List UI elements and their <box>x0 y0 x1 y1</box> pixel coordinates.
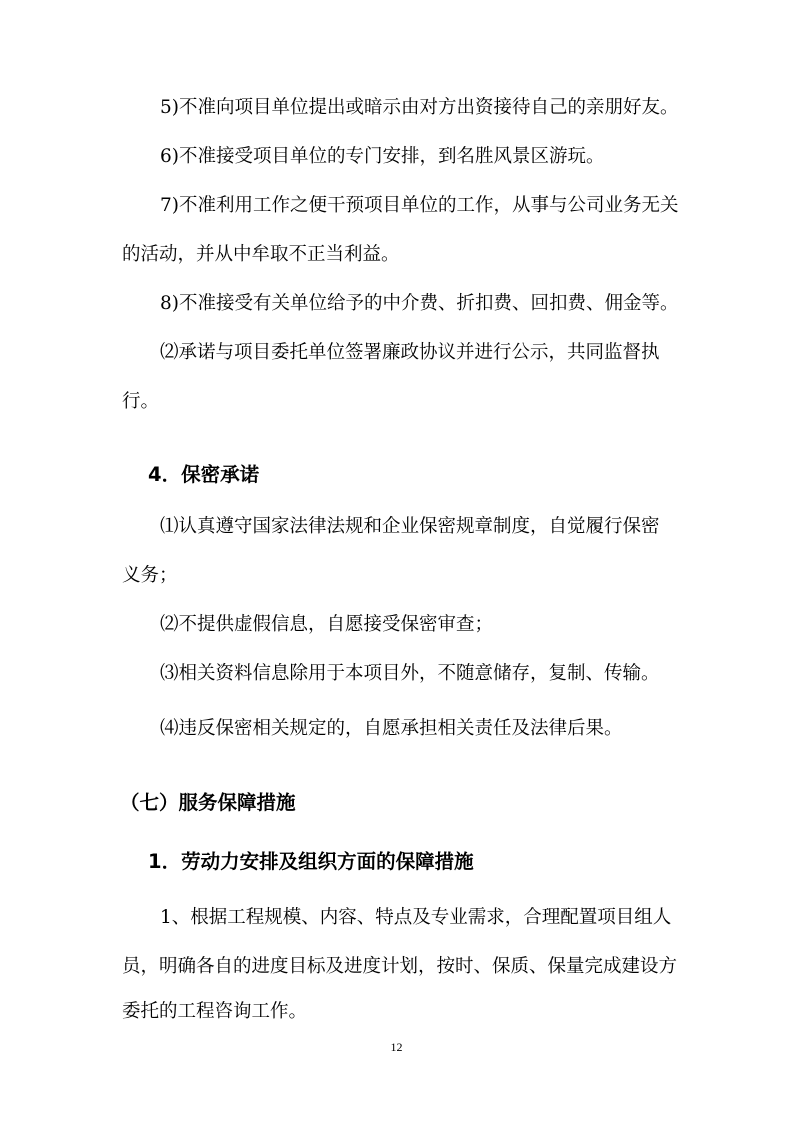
paragraph-line: ⑴认真遵守国家法律法规和企业保密规章制度，自觉履行保密 <box>160 516 660 537</box>
section-heading: 4．保密承诺 <box>148 463 260 486</box>
paragraph-line: ⑷违反保密相关规定的，自愿承担相关责任及法律后果。 <box>160 718 623 739</box>
paragraph-line: ⑶相关资料信息除用于本项目外，不随意储存，复制、传输。 <box>160 663 660 684</box>
paragraph-line: 的活动，并从中牟取不正当利益。 <box>122 244 400 265</box>
paragraph-line: 1、根据工程规模、内容、特点及专业需求，合理配置项目组人 <box>160 907 672 928</box>
page-number: 12 <box>390 1040 403 1054</box>
paragraph-line: ⑵承诺与项目委托单位签署廉政协议并进行公示，共同监督执 <box>160 342 660 363</box>
paragraph-line: 行。 <box>122 391 160 412</box>
paragraph-line: ⑵不提供虚假信息，自愿接受保密审查； <box>160 614 494 635</box>
chapter-heading: （七）服务保障措施 <box>120 791 296 814</box>
paragraph-line: 5)不准向项目单位提出或暗示由对方出资接待自己的亲朋好友。 <box>160 97 679 118</box>
paragraph-line: 员，明确各自的进度目标及进度计划，按时、保质、保量完成建设方 <box>122 956 678 977</box>
subsection-heading: 1．劳动力安排及组织方面的保障措施 <box>148 850 474 873</box>
paragraph-line: 7)不准利用工作之便干预项目单位的工作，从事与公司业务无关 <box>160 195 679 216</box>
paragraph-line: 义务； <box>122 565 178 586</box>
paragraph-line: 委托的工程咨询工作。 <box>122 1001 308 1022</box>
paragraph-line: 6)不准接受项目单位的专门安排，到名胜风景区游玩。 <box>160 146 605 167</box>
paragraph-line: 8)不准接受有关单位给予的中介费、折扣费、回扣费、佣金等。 <box>160 293 679 314</box>
